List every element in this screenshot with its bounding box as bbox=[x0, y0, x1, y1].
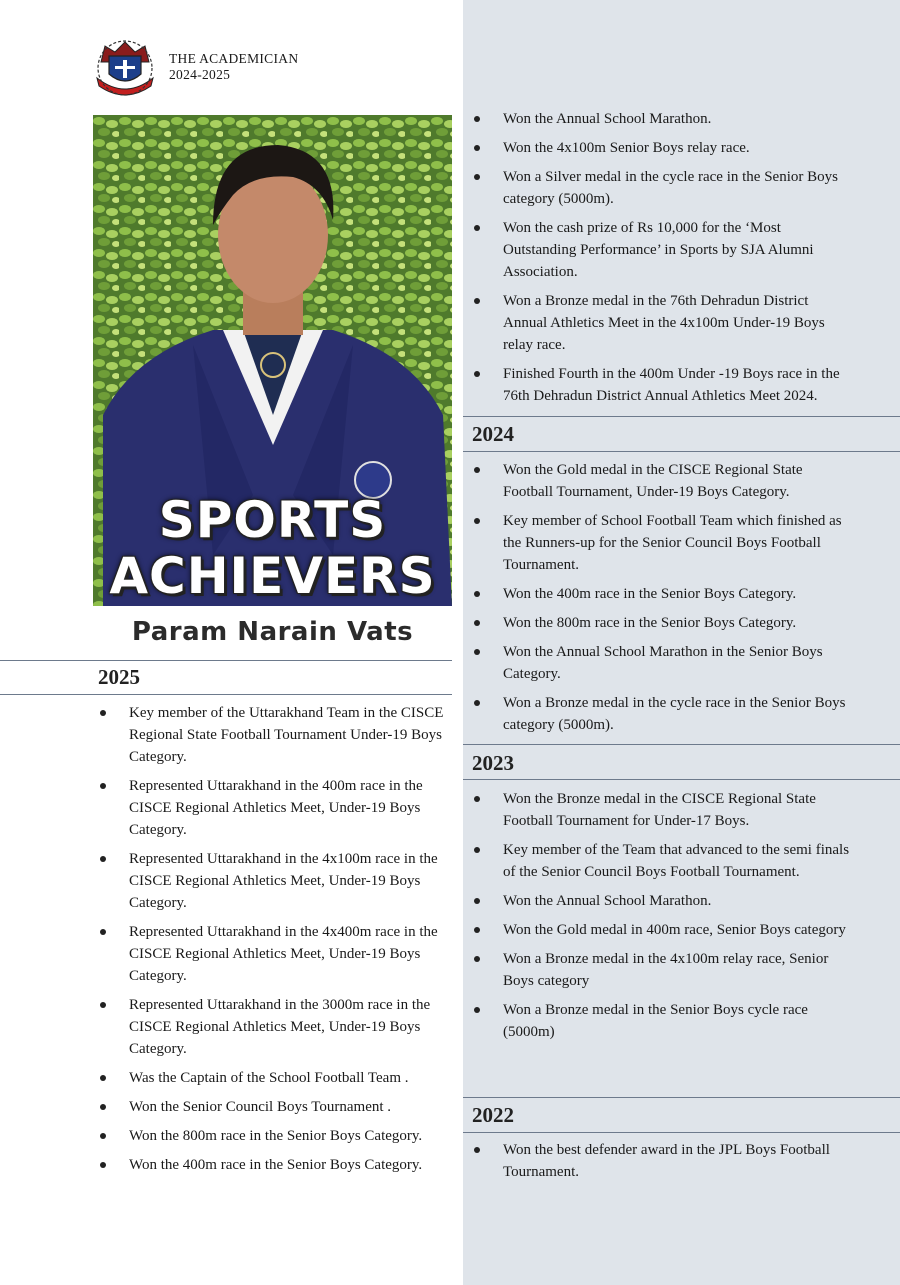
achievements-2025-right bbox=[472, 108, 850, 414]
list-item: Won a Bronze medal in the cycle race in the Senior Boys category (5000m). bbox=[472, 692, 850, 736]
list-item: Won the 800m race in the Senior Boys Category. bbox=[472, 612, 850, 634]
list-item: Represented Uttarakhand in the 4x100m race in the CISCE Regional Athletics Meet, Under-19 Boys Category. bbox=[98, 848, 450, 914]
list-item: Won the Annual School Marathon in the Senior Boys Category. bbox=[472, 641, 850, 685]
list-item: Won the Gold medal in 400m race, Senior Boys category bbox=[472, 919, 850, 941]
list-item: Won the Annual School Marathon. bbox=[472, 108, 850, 130]
rule-2025-bottom bbox=[0, 694, 452, 695]
sports-achievers-banner bbox=[93, 492, 452, 604]
year-heading-2024: 2024 bbox=[472, 422, 514, 446]
rule-2024-bottom bbox=[463, 451, 900, 452]
list-item: Won the Senior Council Boys Tournament . bbox=[98, 1096, 450, 1118]
list-item: Finished Fourth in the 400m Under -19 Boys race in the 76th Dehradun District Annual Athletics Meet 2024. bbox=[472, 363, 850, 407]
rule-2022-top bbox=[463, 1097, 900, 1098]
list-item: Won the 800m race in the Senior Boys Category. bbox=[98, 1125, 450, 1147]
masthead bbox=[93, 38, 298, 96]
list-item: Won a Silver medal in the cycle race in the Senior Boys category (5000m). bbox=[472, 166, 850, 210]
list-item: Won the 4x100m Senior Boys relay race. bbox=[472, 137, 850, 159]
year-heading-2022: 2022 bbox=[472, 1103, 514, 1127]
list-item: Represented Uttarakhand in the 4x400m race in the CISCE Regional Athletics Meet, Under-19 Boys Category. bbox=[98, 921, 450, 987]
achievements-2022 bbox=[472, 1139, 850, 1190]
list-item: Won a Bronze medal in the Senior Boys cycle race (5000m) bbox=[472, 999, 850, 1043]
achiever-name: Param Narain Vats bbox=[131, 617, 414, 647]
rule-2022-bottom bbox=[463, 1132, 900, 1133]
achievements-2024 bbox=[472, 459, 850, 743]
list-item: Represented Uttarakhand in the 400m race in the CISCE Regional Athletics Meet, Under-19 Boys Category. bbox=[98, 775, 450, 841]
list-item: Won the Bronze medal in the CISCE Regional State Football Tournament for Under-17 Boys. bbox=[472, 788, 850, 832]
list-item: Won a Bronze medal in the 4x100m relay race, Senior Boys category bbox=[472, 948, 850, 992]
list-item: Key member of the Uttarakhand Team in the CISCE Regional State Football Tournament Under-19 Boys Category. bbox=[98, 702, 450, 768]
rule-2025-top bbox=[0, 660, 452, 661]
list-item: Won the Annual School Marathon. bbox=[472, 890, 850, 912]
list-item: Represented Uttarakhand in the 3000m race in the CISCE Regional Athletics Meet, Under-19 Boys Category. bbox=[98, 994, 450, 1060]
year-heading-2025: 2025 bbox=[98, 665, 140, 689]
masthead-year: 2024-2025 bbox=[169, 67, 231, 82]
year-heading-2023: 2023 bbox=[472, 751, 514, 775]
rule-2023-top bbox=[463, 744, 900, 745]
list-item: Won the best defender award in the JPL Boys Football Tournament. bbox=[472, 1139, 850, 1183]
rule-2023-bottom bbox=[463, 779, 900, 780]
list-item: Key member of School Football Team which finished as the Runners-up for the Senior Council Boys Football Tournament. bbox=[472, 510, 850, 576]
masthead-title: THE ACADEMICIAN bbox=[169, 51, 299, 66]
list-item: Won the cash prize of Rs 10,000 for the ‘Most Outstanding Performance’ in Sports by SJA Alumni Association. bbox=[472, 217, 850, 283]
list-item: Won a Bronze medal in the 76th Dehradun District Annual Athletics Meet in the 4x100m Under-19 Boys relay race. bbox=[472, 290, 850, 356]
achievements-2025-left bbox=[98, 702, 450, 1183]
list-item: Won the Gold medal in the CISCE Regional State Football Tournament, Under-19 Boys Category. bbox=[472, 459, 850, 503]
banner-line-2: ACHIEVERS bbox=[109, 547, 436, 605]
achievements-2023 bbox=[472, 788, 850, 1050]
list-item: Won the 400m race in the Senior Boys Category. bbox=[472, 583, 850, 605]
list-item: Was the Captain of the School Football Team . bbox=[98, 1067, 450, 1089]
rule-2024-top bbox=[463, 416, 900, 417]
list-item: Won the 400m race in the Senior Boys Category. bbox=[98, 1154, 450, 1176]
school-crest-logo bbox=[93, 38, 157, 96]
list-item: Key member of the Team that advanced to the semi finals of the Senior Council Boys Football Tournament. bbox=[472, 839, 850, 883]
banner-line-1: SPORTS bbox=[158, 491, 387, 549]
